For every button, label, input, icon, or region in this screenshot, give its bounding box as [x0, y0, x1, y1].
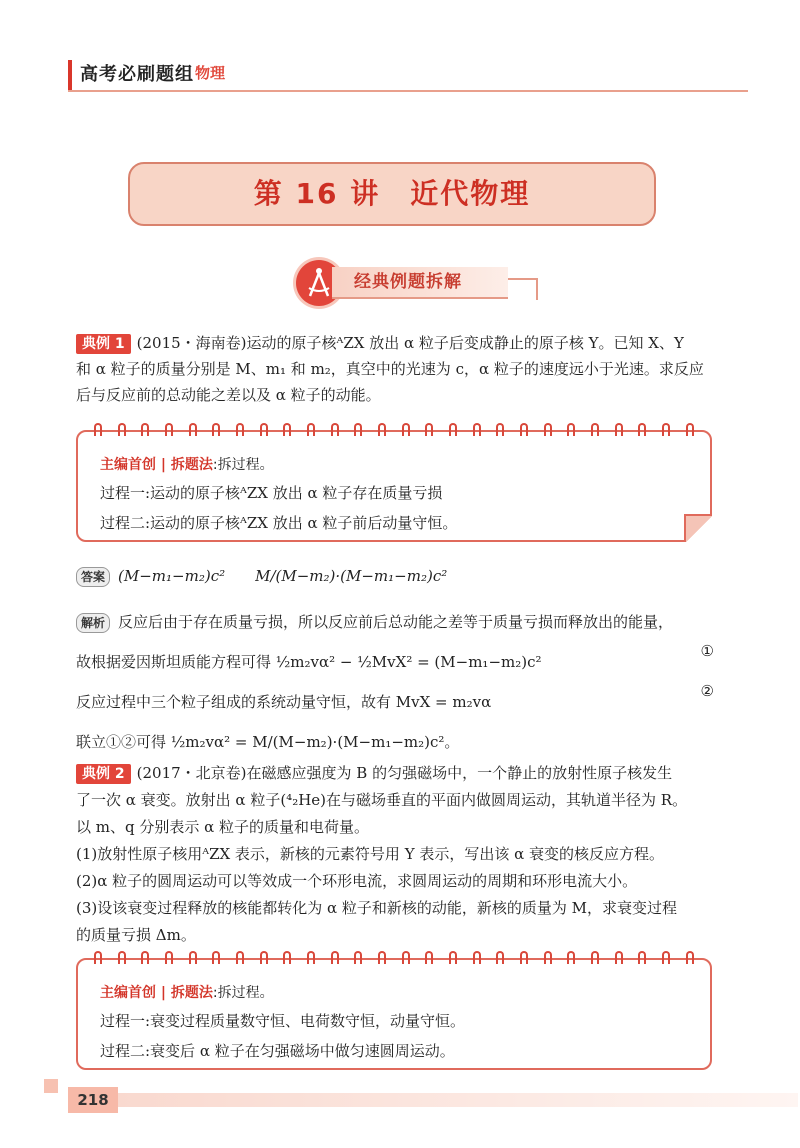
subject-label: 物理: [195, 64, 226, 82]
hint-box-2-heading: 主编首创 | 拆题法:拆过程。: [100, 985, 274, 1001]
analysis-line-2: 故根据爱因斯坦质能方程可得 ½m₂vα² − ½MvX² = (M−m₁−m₂)c²: [76, 653, 542, 671]
example-2-line-1: (2017・北京卷)在磁感应强度为 B 的匀强磁场中，一个静止的放射性原子核发生: [136, 764, 673, 782]
section-title-tail: [508, 278, 538, 300]
hint-box-1-line-1: 过程一:运动的原子核ᴬZX 放出 α 粒子存在质量亏损: [100, 484, 443, 502]
notebook-rings: [94, 951, 694, 965]
example-2-line-2: 了一次 α 衰变。放射出 α 粒子(⁴₂He)在与磁场垂直的平面内做圆周运动，其轨道半径为 R。: [76, 791, 688, 809]
hint-box-2: [76, 958, 712, 1070]
example-2-tag: 典例 2: [76, 764, 131, 784]
example-2: [76, 760, 726, 949]
analysis-block: [76, 602, 726, 762]
notebook-rings: [94, 423, 694, 437]
example-1-line-1: (2015・海南卷)运动的原子核ᴬZX 放出 α 粒子后变成静止的原子核 Y。已知 X、Y: [136, 334, 684, 352]
example-2-line-4: (1)放射性原子核用ᴬZX 表示，新核的元素符号用 Y 表示，写出该 α 衰变的核反应方程。: [76, 845, 665, 863]
example-1-line-2: 和 α 粒子的质量分别是 M、m₁ 和 m₂，真空中的光速为 c，α 粒子的速度远小于光速。求反应: [76, 360, 704, 378]
example-2-line-5: (2)α 粒子的圆周运动可以等效成一个环形电流，求圆周运动的周期和环形电流大小。: [76, 872, 638, 890]
example-2-line-6: (3)设该衰变过程释放的核能都转化为 α 粒子和新核的动能，新核的质量为 M，求衰变过程: [76, 899, 678, 917]
page-number: 218: [68, 1087, 118, 1113]
hint-box-2-line-2: 过程二:衰变后 α 粒子在匀强磁场中做匀速圆周运动。: [100, 1042, 455, 1060]
footer-bar: [118, 1093, 798, 1107]
answer-block: [76, 563, 726, 589]
hint-box-1: [76, 430, 712, 542]
chapter-title: 第 16 讲 近代物理: [253, 177, 531, 210]
hint-box-2-line-1: 过程一:衰变过程质量数守恒、电荷数守恒，动量守恒。: [100, 1012, 466, 1030]
analysis-line-4: 联立①②可得 ½m₂vα² = M/(M−m₂)·(M−m₁−m₂)c²。: [76, 733, 460, 751]
equation-number-1: ①: [700, 642, 714, 660]
hint-box-1-line-2: 过程二:运动的原子核ᴬZX 放出 α 粒子前后动量守恒。: [100, 514, 458, 532]
book-title: 高考必刷题组: [80, 64, 194, 85]
header-divider: [68, 90, 748, 92]
example-2-line-3: 以 m、q 分别表示 α 粒子的质量和电荷量。: [76, 818, 370, 836]
example-2-line-7: 的质量亏损 Δm。: [76, 926, 196, 944]
page-fold-corner: [684, 514, 712, 542]
example-1-tag: 典例 1: [76, 334, 131, 354]
analysis-line-1: 反应后由于存在质量亏损，所以反应前后总动能之差等于质量亏损而释放出的能量，: [118, 613, 674, 631]
page-corner-square: [44, 1079, 58, 1093]
header-accent-bar: [68, 60, 72, 90]
analysis-tag: 解析: [76, 613, 110, 633]
answer-formula: (M−m₁−m₂)c² M/(M−m₂)·(M−m₁−m₂)c²: [118, 567, 448, 585]
equation-number-2: ②: [700, 682, 714, 700]
analysis-line-3: 反应过程中三个粒子组成的系统动量守恒，故有 MvX = m₂vα: [76, 693, 492, 711]
answer-tag: 答案: [76, 567, 110, 587]
section-title: 经典例题拆解: [332, 267, 508, 299]
hint-box-1-heading: 主编首创 | 拆题法:拆过程。: [100, 457, 274, 473]
chapter-banner: [128, 162, 656, 226]
example-1: [76, 330, 726, 408]
example-1-line-3: 后与反应前的总动能之差以及 α 粒子的动能。: [76, 386, 381, 404]
